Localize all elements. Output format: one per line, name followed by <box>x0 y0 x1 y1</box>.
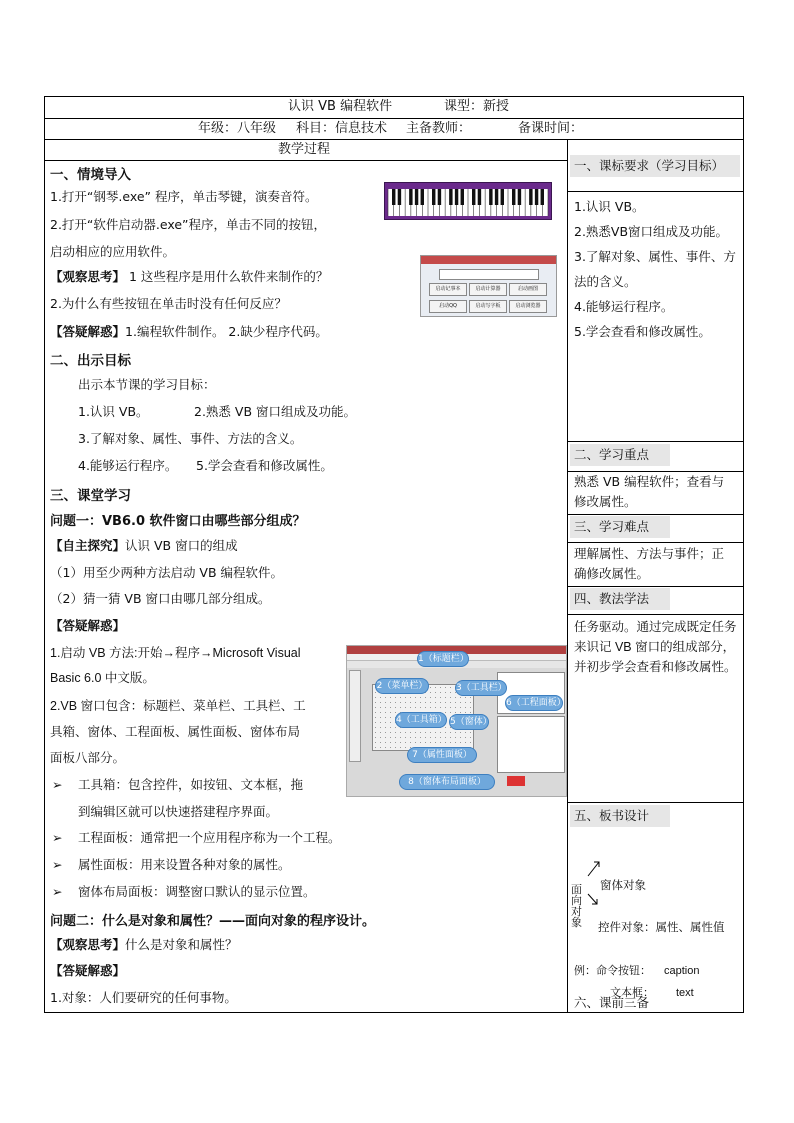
right-h1: 一、课标要求（学习目标） <box>574 158 725 173</box>
vb-part-label: 6（工程面板） <box>505 695 563 711</box>
bullet-arrow-icon: ➢ <box>52 857 63 872</box>
piano-black-key <box>398 189 401 205</box>
launcher-textbox <box>439 269 539 280</box>
explore-label: 【自主探究】 <box>50 538 126 553</box>
bullet-arrow-icon: ➢ <box>52 777 63 792</box>
piano-black-key <box>501 189 504 205</box>
ans-label: 【答疑解惑】 <box>50 324 126 339</box>
launcher-window <box>420 255 557 317</box>
s2-title: 二、出示目标 <box>50 353 131 369</box>
vb-ide-screenshot <box>346 645 567 797</box>
ans2-line1: 1.启动 VB 方法:开始→程序→Microsoft Visual <box>50 646 301 660</box>
piano-black-key <box>432 189 435 205</box>
right-goal: 5.学会查看和修改属性。 <box>574 324 711 339</box>
goal-3: 3.了解对象、属性、事件、方法的含义。 <box>78 431 303 446</box>
piano-black-key <box>455 189 458 205</box>
q2-title: 问题二：什么是对象和属性？——面向对象的程序设计。 <box>50 914 376 929</box>
obs-question-1 <box>50 269 328 285</box>
bullet-4: 窗体布局面板：调整窗口默认的显示位置。 <box>78 885 316 899</box>
explore-1: （1）用至少两种方法启动 VB 编程软件。 <box>50 565 284 580</box>
vb-part-label: 2（菜单栏） <box>375 678 429 694</box>
launcher-button[interactable]: 启动计算器 <box>469 283 507 296</box>
launcher-titlebar <box>421 256 556 264</box>
piano-black-key <box>415 189 418 205</box>
goal-5: 5.学会查看和修改属性。 <box>196 458 333 473</box>
vb-toolbox <box>349 670 361 762</box>
ans2-line4: 具箱、窗体、工程面板、属性面板、窗体布局 <box>50 725 301 739</box>
bullet-1a: 工具箱：包含控件，如按钮、文本框，拖 <box>78 778 304 792</box>
right-h5: 五、板书设计 <box>574 808 650 823</box>
vb-layout-panel <box>507 776 525 786</box>
obs-q2: 2.为什么有些按钮在单击时没有任何反应？ <box>50 296 287 311</box>
board-ex1-val: caption <box>664 965 700 977</box>
lesson-title: 认识 VB 编程软件 <box>288 99 393 114</box>
s1-item2a: 2.打开“软件启动器.exe”程序，单击不同的按钮， <box>50 217 327 232</box>
teacher: 主备教师： <box>406 121 472 136</box>
explore-2: （2）猜一猜 VB 窗口由哪几部分组成。 <box>50 591 271 606</box>
right-h6: 六、课前三备 <box>574 995 650 1010</box>
explore-text: 认识 VB 窗口的组成 <box>125 538 238 553</box>
piano-black-key <box>529 189 532 205</box>
board-mid: 控件对象：属性、属性值 <box>598 922 725 934</box>
lesson-type: 课型：新授 <box>444 99 510 114</box>
launcher-button[interactable]: 启动画图 <box>509 283 547 296</box>
ans-text: 1.编程软件制作。 2.缺少程序代码。 <box>125 324 328 339</box>
piano-black-key <box>518 189 521 205</box>
right-difficulty: 理解属性、方法与事件；正确修改属性。 <box>574 546 725 581</box>
right-method: 任务驱动。通过完成既定任务来识记 VB 窗口的组成部分，并初步学会查看和修改属性。 <box>574 620 737 674</box>
grade: 年级：八年级 <box>198 121 277 136</box>
obs2-line <box>50 937 238 953</box>
piano-black-key <box>421 189 424 205</box>
explore-line <box>50 538 238 554</box>
bullet-arrow-icon: ➢ <box>52 830 63 845</box>
right-goals <box>574 194 742 344</box>
right-goal: 1.认识 VB。 <box>574 199 645 214</box>
piano-black-key <box>461 189 464 205</box>
s3-title: 三、课堂学习 <box>50 488 131 504</box>
goal-2: 2.熟悉 VB 窗口组成及功能。 <box>194 404 356 419</box>
vb-part-label: 8（窗体布局面板） <box>399 774 495 790</box>
ans2-line2: Basic 6.0 中文版。 <box>50 671 155 685</box>
vb-part-label: 5（窗体） <box>449 714 489 730</box>
piano-image <box>384 182 552 220</box>
answer-1 <box>50 324 328 340</box>
right-focus: 熟悉 VB 编程软件；查看与修改属性。 <box>574 474 725 509</box>
right-goal: 2.熟悉VB窗口组成及功能。 <box>574 224 729 239</box>
vb-part-label: 1（标题栏） <box>417 651 469 667</box>
section-title: 教学过程 <box>278 142 331 157</box>
piano-black-key <box>541 189 544 205</box>
right-goal: 4.能够运行程序。 <box>574 299 674 314</box>
piano-black-key <box>449 189 452 205</box>
piano-black-key <box>489 189 492 205</box>
ans2-line3: 2.VB 窗口包含：标题栏、菜单栏、工具栏、工 <box>50 699 306 713</box>
bullet-1b: 到编辑区就可以快速搭建程序界面。 <box>78 805 279 819</box>
board-ex2-label: 文本框： <box>610 987 654 999</box>
ans2-line5: 面板八部分。 <box>50 751 126 765</box>
s1-item2b: 启动相应的应用软件。 <box>50 244 176 259</box>
piano-black-key <box>472 189 475 205</box>
vb-part-label: 7（属性面板） <box>407 747 477 763</box>
ans2-label: 【答疑解惑】 <box>50 618 126 633</box>
piano-keys-icon <box>385 183 551 219</box>
bullet-arrow-icon: ➢ <box>52 884 63 899</box>
ans3-text: 1.对象：人们要研究的任何事物。 <box>50 990 237 1005</box>
goal-4: 4.能够运行程序。 <box>78 458 178 473</box>
launcher-button[interactable]: 启动写字板 <box>469 300 507 313</box>
vb-properties-panel <box>497 716 565 773</box>
right-h2: 二、学习重点 <box>574 447 650 462</box>
obs-label: 【观察思考】 <box>50 269 126 284</box>
piano-black-key <box>535 189 538 205</box>
vb-part-label: 4（工具箱） <box>395 712 447 728</box>
obs2-text: 什么是对象和属性？ <box>125 937 238 952</box>
s1-item1: 1.打开“钢琴.exe” 程序，单击琴键，演奏音符。 <box>50 189 318 204</box>
board-top: 窗体对象 <box>600 880 646 892</box>
board-ex1-label: 例：命令按钮： <box>574 965 651 977</box>
subject: 科目：信息技术 <box>296 121 388 136</box>
bullet-3: 属性面板：用来设置各种对象的属性。 <box>78 858 291 872</box>
piano-black-key <box>392 189 395 205</box>
launcher-button[interactable]: 启动记事本 <box>429 283 467 296</box>
piano-black-key <box>478 189 481 205</box>
ans3-label: 【答疑解惑】 <box>50 963 126 978</box>
launcher-button[interactable]: 启动浏览器 <box>509 300 547 313</box>
obs-q1: 1 这些程序是用什么软件来制作的？ <box>125 269 329 284</box>
piano-black-key <box>438 189 441 205</box>
piano-black-key <box>409 189 412 205</box>
piano-black-key <box>495 189 498 205</box>
prep-time: 备课时间： <box>518 121 584 136</box>
q1-title: 问题一：VB6.0 软件窗口由哪些部分组成？ <box>50 514 306 529</box>
right-h4: 四、教法学法 <box>574 591 650 606</box>
board-ex2-val: text <box>676 987 694 999</box>
right-goal: 3.了解对象、属性、事件、方法的含义。 <box>574 249 736 289</box>
launcher-button[interactable]: 启动QQ <box>429 300 467 313</box>
vb-part-label: 3（工具栏） <box>455 680 507 696</box>
obs2-label: 【观察思考】 <box>50 937 126 952</box>
right-h3: 三、学习难点 <box>574 519 650 534</box>
piano-black-key <box>512 189 515 205</box>
s2-intro: 出示本节课的学习目标： <box>78 377 216 392</box>
s1-title: 一、情境导入 <box>50 167 131 183</box>
board-root: 面向对象 <box>571 884 582 929</box>
bullet-2: 工程面板：通常把一个应用程序称为一个工程。 <box>78 831 341 845</box>
goal-1: 1.认识 VB。 <box>78 404 149 419</box>
